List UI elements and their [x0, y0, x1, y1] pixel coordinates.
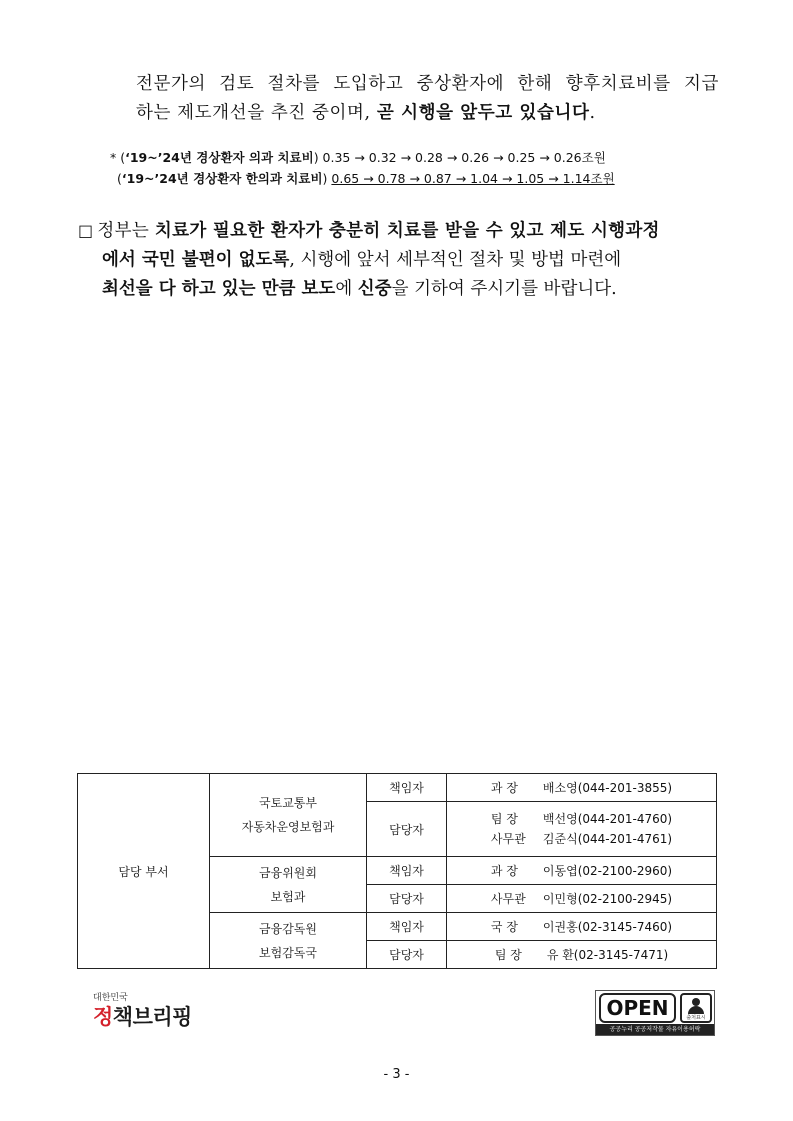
footnote-row-1-label: ‘19~’24년 경상환자 의과 치료비	[125, 150, 314, 165]
org-cell	[210, 774, 367, 857]
org-cell	[210, 913, 367, 969]
logo-accent: 정	[93, 1005, 113, 1029]
person-entry	[447, 917, 716, 937]
role-cell: 책임자	[367, 913, 447, 941]
footnote-row-2-label: ‘19~’24년 경상환자 한의과 치료비	[121, 171, 323, 186]
dept-label: 담당 부서	[78, 774, 210, 969]
paragraph-1-line-1: 전문가의 검토 절차를 도입하고 중상환자에 한해 향후치료비를 지급	[136, 74, 719, 94]
paragraph-2-l2-bold: 에서 국민 불편이 없도록	[102, 250, 290, 270]
person-name-phone: 이권홍(02-3145-7460)	[542, 919, 673, 934]
paragraph-1-line-2-text: 하는 제도개선을 추진 중이며,	[136, 103, 377, 123]
person-entry	[447, 861, 716, 881]
logo-rest: 책브리핑	[112, 1005, 192, 1029]
attribution-person-icon	[680, 993, 712, 1023]
person-entry	[447, 809, 716, 829]
paragraph-2-l3-plain-2: 을 기하여 주시기를 바랍니다.	[391, 279, 617, 299]
role-cell: 담당자	[367, 885, 447, 913]
person-name-phone: 배소영(044-201-3855)	[542, 780, 673, 795]
person-name-phone: 이민형(02-2100-2945)	[542, 891, 673, 906]
paragraph-2-line-3	[78, 275, 723, 304]
open-mark: OPEN	[599, 993, 676, 1023]
paragraph-2-line-1	[78, 216, 723, 246]
role-cell: 담당자	[367, 802, 447, 857]
paragraph-2-l1-bold: 치료가 필요한 환자가 충분히 치료를 받을 수 있고 제도 시행과정	[154, 221, 660, 241]
person-position: 사무관	[490, 832, 526, 846]
role-cell: 담당자	[367, 941, 447, 969]
org-division: 보험감독국	[259, 945, 317, 960]
org-cell	[210, 857, 367, 913]
person-entry	[447, 945, 716, 965]
person-cell	[447, 857, 717, 885]
table-row	[78, 774, 717, 802]
person-position: 사무관	[490, 891, 526, 906]
person-name-phone: 백선영(044-201-4760)	[542, 812, 673, 826]
paragraph-2-line-2	[78, 246, 723, 275]
paragraph-1	[136, 70, 726, 128]
footnote	[110, 147, 615, 189]
license-strip: 공공누리 공공저작물 자유이용허락	[596, 1024, 714, 1035]
person-position: 과 장	[490, 780, 518, 795]
paragraph-2-l3-bold-2: 신중	[357, 279, 392, 299]
paragraph-2-l3-plain-1: 에	[335, 279, 358, 299]
person-entry	[447, 829, 716, 849]
paragraph-2-l1-plain: 정부는	[97, 221, 155, 241]
policy-briefing-logo	[93, 990, 203, 1040]
page-number: - 3 -	[383, 1067, 410, 1082]
person-head-icon	[692, 998, 700, 1006]
logo-wordmark	[93, 1001, 192, 1031]
badge-label: 출처표시	[686, 1015, 706, 1021]
person-cell	[447, 885, 717, 913]
footnote-row-2-close: )	[322, 171, 332, 186]
footnote-row-medical	[110, 147, 615, 168]
role-cell: 책임자	[367, 774, 447, 802]
role-cell: 책임자	[367, 857, 447, 885]
person-position: 팀 장	[490, 812, 518, 826]
paragraph-1-period: .	[589, 103, 596, 123]
person-cell	[447, 941, 717, 969]
person-name-phone: 유 환(02-3145-7471)	[546, 947, 669, 962]
person-position: 국 장	[490, 919, 518, 934]
paragraph-2-l2-plain: , 시행에 앞서 세부적인 절차 및 방법 마련에	[289, 250, 622, 270]
footnote-row-1-values: ) 0.35 → 0.32 → 0.28 → 0.26 → 0.25 → 0.26조원	[313, 150, 606, 165]
org-division: 보험과	[270, 889, 306, 904]
org-division: 자동차운영보험과	[241, 820, 335, 834]
footnote-row-2-values: 0.65 → 0.78 → 0.87 → 1.04 → 1.05 → 1.14조원	[331, 171, 615, 186]
person-cell	[447, 913, 717, 941]
org-name: 금융위원회	[259, 865, 317, 880]
person-name-phone: 이동엽(02-2100-2960)	[542, 863, 673, 878]
person-cell	[447, 802, 717, 857]
paragraph-2-l3-bold-1: 최선을 다 하고 있는 만큼 보도	[102, 279, 336, 299]
paragraph-1-emphasis: 곧 시행을 앞두고 있습니다	[376, 103, 590, 123]
logo-small-text: 대한민국	[93, 993, 128, 1003]
org-name: 국토교통부	[259, 796, 317, 810]
footnote-row-oriental-medicine	[110, 168, 615, 189]
paragraph-1-line-2	[136, 99, 726, 128]
open-license-logo	[595, 990, 715, 1036]
paragraph-2	[78, 216, 723, 304]
person-cell	[447, 774, 717, 802]
footnote-row-2-prefix: (	[117, 171, 122, 186]
person-name-phone: 김준식(044-201-4761)	[542, 832, 673, 846]
footnote-row-1-prefix: * (	[110, 150, 126, 165]
person-position: 과 장	[490, 863, 518, 878]
org-name: 금융감독원	[259, 921, 317, 936]
checkbox-bullet-icon: □	[78, 221, 94, 240]
person-entry	[447, 778, 716, 798]
person-position: 팀 장	[494, 947, 522, 962]
person-body-icon	[688, 1006, 704, 1014]
contact-table	[77, 773, 717, 969]
person-entry	[447, 889, 716, 909]
